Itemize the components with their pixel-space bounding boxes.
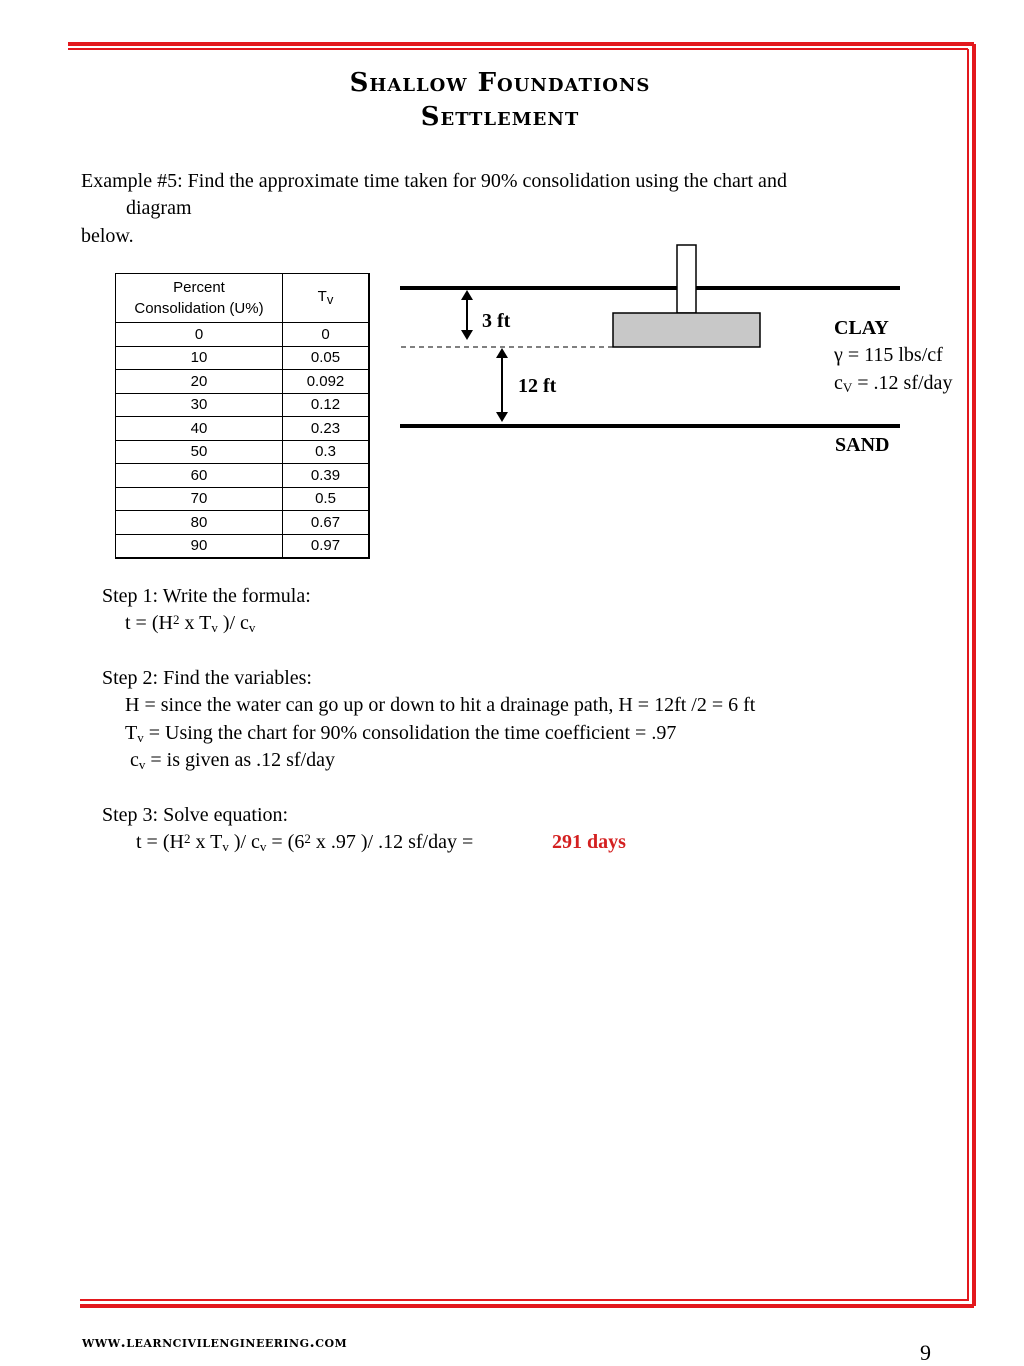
step2-h: H = since the water can go up or down to hit a drainage path, H = 12ft /2 = 6 ft (125, 694, 756, 716)
f3-b: x T (190, 831, 223, 853)
table-header-percent (116, 274, 283, 323)
percent-cell: 50 (116, 440, 283, 464)
f1-b: x T (179, 612, 212, 634)
cv-value: = .12 sf/day (852, 372, 953, 394)
table-row (116, 487, 370, 511)
f3-a: t = (H (136, 831, 184, 853)
example-line-1: Example #5: Find the approximate time taken for 90% consolidation using the chart and (81, 170, 787, 192)
step2-title: Step 2: Find the variables: (102, 667, 312, 689)
f3-sup1: 2 (183, 831, 191, 846)
step2-tv (125, 722, 676, 746)
tv-b: = Using the chart for 90% consolidation the time coefficient = .97 (143, 722, 677, 744)
tv-cell: 0.05 (283, 346, 370, 370)
table-row (116, 464, 370, 488)
percent-cell: 20 (116, 370, 283, 394)
tv-cell: 0.23 (283, 417, 370, 441)
page-subtitle: Settlement (420, 102, 580, 132)
page-number: 9 (920, 1340, 931, 1365)
table-row (116, 323, 370, 347)
depth-label: 3 ft (482, 310, 511, 332)
header-percent-line2: Consolidation (U%) (134, 300, 264, 317)
step3-title: Step 3: Solve equation: (102, 804, 289, 826)
column (677, 245, 696, 313)
cv-text (834, 372, 952, 396)
tv-cell: 0.3 (283, 440, 370, 464)
table-row (116, 534, 370, 558)
tv-cell: 0.39 (283, 464, 370, 488)
tv-cell: 0.97 (283, 534, 370, 558)
f1-sup: 2 (172, 612, 180, 627)
unit-weight-text: γ = 115 lbs/cf (834, 344, 943, 366)
f3-sub1: v (222, 839, 229, 854)
f1-sub1: v (211, 620, 218, 635)
header-percent-line1: Percent (173, 279, 225, 296)
tv-cell: 0 (283, 323, 370, 347)
percent-cell: 0 (116, 323, 283, 347)
step2-cv (130, 749, 335, 773)
percent-cell: 10 (116, 346, 283, 370)
percent-cell: 80 (116, 511, 283, 535)
header-tv-sub: v (326, 292, 334, 307)
cv2-a: c (130, 749, 139, 771)
table-row (116, 346, 370, 370)
percent-cell: 40 (116, 417, 283, 441)
step1-formula (125, 612, 255, 636)
clay-label: CLAY (834, 317, 889, 339)
cv2-b: = is given as .12 sf/day (145, 749, 335, 771)
f3-sub2: v (259, 839, 267, 854)
depth-arrow (461, 290, 473, 340)
step3-formula (136, 831, 473, 855)
cv2-sub: v (138, 757, 146, 772)
tv-cell: 0.5 (283, 487, 370, 511)
percent-cell: 60 (116, 464, 283, 488)
tv-sub: v (137, 730, 144, 745)
soil-diagram (395, 240, 995, 440)
f3-sup2: 2 (304, 831, 311, 846)
percent-cell: 70 (116, 487, 283, 511)
table-header-row (116, 274, 370, 323)
table-row (116, 370, 370, 394)
layer-thickness-arrow (496, 348, 508, 422)
f1-c: )/ c (217, 612, 249, 634)
table-row (116, 440, 370, 464)
table-row (116, 511, 370, 535)
cv-prefix: c (834, 372, 843, 394)
f3-e: x .97 )/ .12 sf/day = (310, 831, 474, 853)
layer-thickness-label: 12 ft (518, 375, 557, 397)
tv-cell: 0.12 (283, 393, 370, 417)
percent-cell: 30 (116, 393, 283, 417)
f1-sub2: v (248, 620, 256, 635)
tv-cell: 0.092 (283, 370, 370, 394)
header-tv-text: T (317, 288, 327, 305)
footing (613, 313, 760, 347)
example-line-2: diagram (126, 197, 192, 219)
f3-c: )/ c (228, 831, 260, 853)
cv-sub: V (842, 380, 853, 395)
sand-label: SAND (835, 434, 890, 456)
step1-title: Step 1: Write the formula: (102, 585, 311, 607)
footer-website[interactable]: www.learncivilengineering.com (82, 1333, 348, 1351)
table-row (116, 393, 370, 417)
table-header-tv (283, 274, 370, 323)
tv-a: T (125, 722, 138, 744)
answer: 291 days (552, 831, 626, 853)
page-title: Shallow Foundations (349, 68, 651, 98)
f1-a: t = (H (125, 612, 173, 634)
example-line-3: below. (81, 225, 134, 247)
tv-cell: 0.67 (283, 511, 370, 535)
f3-d: = (6 (266, 831, 305, 853)
percent-cell: 90 (116, 534, 283, 558)
consolidation-table (115, 273, 370, 559)
table-row (116, 417, 370, 441)
